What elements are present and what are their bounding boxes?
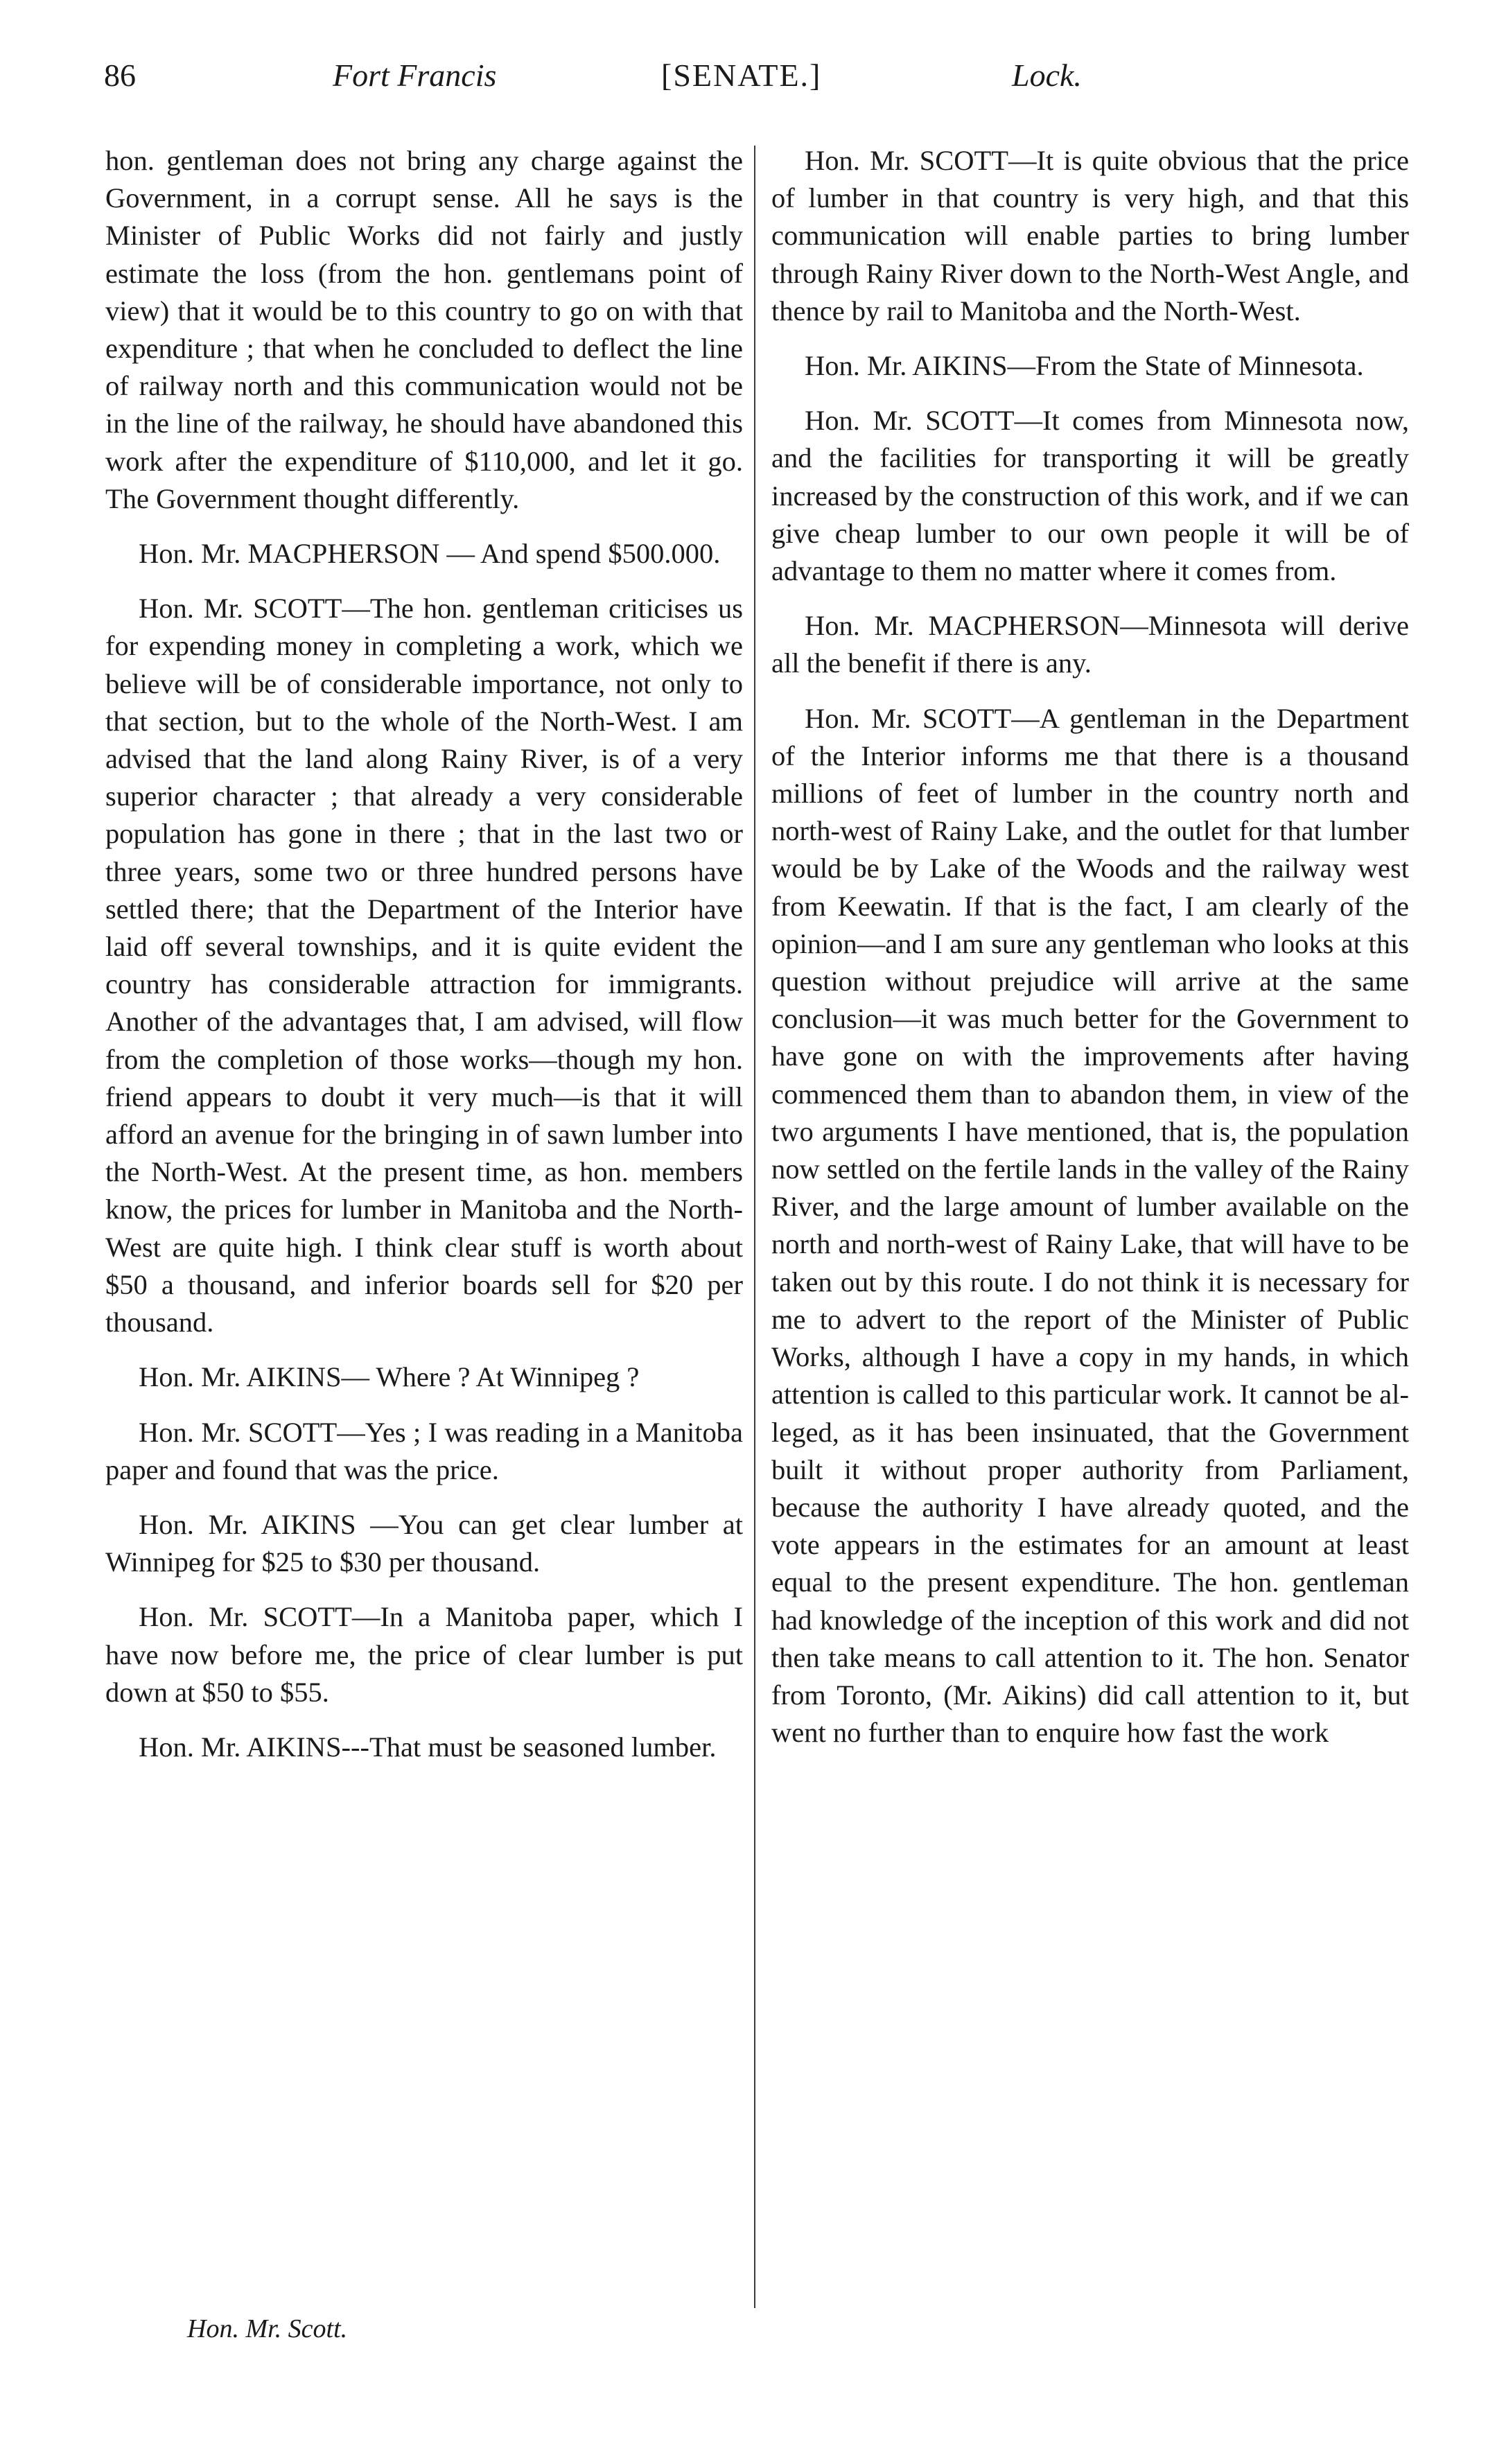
column-divider (754, 146, 755, 2308)
page-number: 86 (104, 58, 136, 93)
running-head (104, 57, 1130, 112)
paragraph: Hon. Mr. SCOTT—The hon. gentleman criticises us for expending money in completing a work, which we believe will be of considerable importance, not only to that section, but to the whole of the North-West. I am advised that the land along Rainy River, is of a very superior character ; that already a very considerable population has gone in there ; that in the last two or three years, some two or three hundred persons have settled there; that the Department of the Interior have laid off several townships, and it is quite evident the country has considerable attraction for immigrants. Another of the advantages that, I am advised, will flow from the completion of those works—though my hon. friend appears to doubt it very much—is that it will afford an avenue for the bringing in of sawn lumber into the North-West. At the present time, as hon. members know, the prices for lumber in Manitoba and the North-West are quite high. I think clear stuff is worth about $50 a thousand, and inferior boards sell for $20 per thousand. (105, 593, 743, 1338)
paragraph: Hon. Mr. AIKINS— Where ? At Winnipeg ? (139, 1361, 640, 1393)
right-column (771, 142, 1409, 1769)
paragraph: Hon. Mr. SCOTT—A gentleman in the Department of the Interior informs me that there is a thousand millions of feet of lumber in the country north and north-west of Rainy Lake, and the outlet for that lumber would be by Lake of the Woods and the railway west from Keewatin. If that is the fact, I am clearly of the opinion—and I am sure any gentleman who looks at this question without prejudice will arrive at the same conclusion—it was much better for the Government to have gone on with the improvements after having commenced them than to abandon them, in view of the two arguments I have mentioned, that is, the population now settled on the fertile lands in the valley of the Rainy River, and the large amount of lumber available on the north and north-west of Rainy Lake, that will have to be taken out by this route. I do not think it is necessary for me to advert to the report of the Minister of Public Works, although I have a copy in my hands, in which attention is called to this particular work. It cannot be alleged, as it has been insinuated, that the Government built it without proper authority from Parliament, because the authority I have already quoted, and the vote appears in the estimates for an amount at least equal to the present expenditure. The hon. gentleman had knowledge of the inception of this work and did not then take means to call attention to it. The hon. Senator from Toronto, (Mr. Aikins) did call attention to it, but went no further than to enquire how fast the work (771, 702, 1409, 1749)
paragraph: Hon. Mr. AIKINS —You can get clear lumber at Winnipeg for $25 to $30 per thousand. (105, 1508, 743, 1578)
paragraph: Hon. Mr. MACPHERSON — And spend $500.000. (139, 538, 721, 570)
running-head-center-title: [SENATE.] (661, 58, 822, 93)
left-column (105, 142, 743, 1783)
paragraph: Hon. Mr. SCOTT—It is quite obvious that the price of lumber in that country is very high, and that this communication will enable parties to bring lumber through Rainy River down to the North-West Angle, and thence by rail to Manitoba and the North-West. (771, 145, 1409, 326)
running-head-left-title: Fort Francis (333, 58, 497, 93)
paragraph: Hon. Mr. AIKINS---That must be seasoned lumber. (139, 1731, 717, 1763)
paragraph: Hon. Mr. MACPHERSON—Minnesota will derive all the benefit if there is any. (771, 610, 1409, 679)
paragraph: hon. gentleman does not bring any charge against the Government, in a corrupt sense. All he says is the Minister of Public Works did not fairly and justly estimate the loss (from the hon. gentlemans point of view) that it would be to this country to go on with that expenditure ; that when he concluded to deflect the line of railway north and this communication would not be in the line of the railway, he should have abandoned this work after the expenditure of $110,000, and let it go. The Government thought differently. (105, 145, 743, 514)
footer-signature: Hon. Mr. Scott. (187, 2314, 348, 2343)
running-head-right-title: Lock. (1012, 58, 1082, 93)
paragraph: Hon. Mr. AIKINS—From the State of Minnesota. (805, 350, 1364, 382)
paragraph: Hon. Mr. SCOTT—In a Manitoba paper, which I have now before me, the price of clear lumber is put down at $50 to $55. (105, 1601, 743, 1708)
paragraph: Hon. Mr. SCOTT—Yes ; I was reading in a Manitoba paper and found that was the price. (105, 1416, 743, 1485)
paragraph: Hon. Mr. SCOTT—It comes from Minnesota now, and the facilities for transporting it will be greatly increased by the construction of this work, and if we can give cheap lumber to our own people it will be of advantage to them no matter where it comes from. (771, 405, 1409, 587)
